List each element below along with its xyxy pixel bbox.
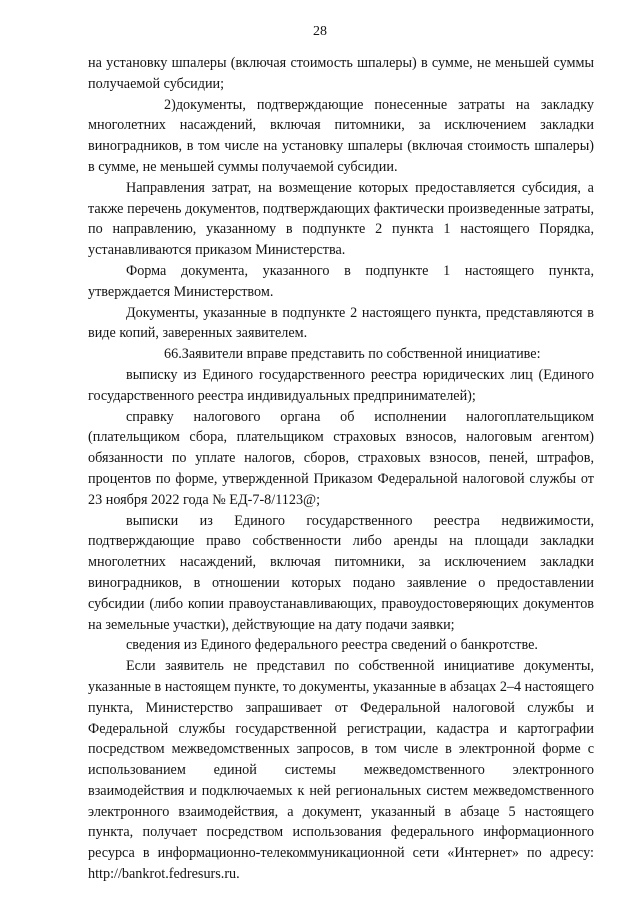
paragraph-text: выписки из Единого государственного реестра недвижимости, подтверждающие право собственности либо аренды на площади закладки многолетних насаждений, включая питомники, за исключением закладки виноградников, в отношении которых подано заявление о предоставлении субсидии (либо копии правоустанавливающих, правоудостоверяющих документов на земельные участки), действующие на дату подачи заявки; bbox=[88, 512, 594, 633]
paragraph-text: выписку из Единого государственного реестра юридических лиц (Единого государственного реестра индивидуальных предпринимателей); bbox=[88, 366, 594, 404]
paragraph-bankruptcy-info bbox=[88, 635, 594, 656]
paragraph-subitem-2 bbox=[88, 95, 594, 178]
item-number: 66. bbox=[164, 346, 182, 363]
paragraph-egrul-extract bbox=[88, 365, 594, 407]
paragraph-text: сведения из Единого федерального реестра сведений о банкротстве. bbox=[126, 637, 538, 654]
paragraph-text: Документы, указанные в подпункте 2 настоящего пункта, представляются в виде копий, заверенных заявителем. bbox=[88, 304, 594, 342]
paragraph-text: Заявители вправе представить по собственной инициативе: bbox=[181, 346, 541, 363]
paragraph-item-66 bbox=[88, 344, 594, 365]
paragraph-text: Если заявитель не представил по собственной инициативе документы, указанные в настоящем пункте, то документы, указанные в абзацах 2–4 настоящего пункта, Министерство запрашивает от Федеральной налоговой службы и Федеральной службы государственной регистрации, кадастра и картографии посредством межведомственных запросов, в том числе в электронной форме с использованием единой системы межведомственного электронного взаимодействия и подключаемых к ней региональных систем межведомственного электронного взаимодействия, а документ, указанный в абзаце 5 настоящего пункта, получает посредством использования федерального информационного ресурса в информационно-телекоммуникационной сети «Интернет» по адресу: http://bankrot.fedresurs.ru. bbox=[88, 658, 594, 883]
paragraph-text: Форма документа, указанного в подпункте 1 настоящего пункта, утверждается Министерством. bbox=[88, 262, 594, 300]
paragraph-interagency-requests bbox=[88, 656, 594, 885]
paragraph-tax-certificate bbox=[88, 407, 594, 511]
paragraph-egrn-extract bbox=[88, 511, 594, 636]
subitem-number: 2) bbox=[164, 96, 176, 113]
paragraph-text: справку налогового органа об исполнении налогоплательщиком (плательщиком сбора, плательщиком страховых взносов, налоговым агентом) обязанности по уплате налогов, сборов, страховых взносов, пеней, штрафов, процентов по форме, утвержденной Приказом Федеральной налоговой службы от 23 ноября 2022 года № ЕД-7-8/1123@; bbox=[88, 408, 594, 508]
document-body bbox=[88, 53, 594, 885]
paragraph-continuation bbox=[88, 53, 594, 95]
paragraph-document-copies bbox=[88, 303, 594, 345]
paragraph-expense-directions bbox=[88, 178, 594, 261]
page-number: 28 bbox=[313, 24, 327, 39]
paragraph-text: документы, подтверждающие понесенные затраты на закладку многолетних насаждений, включая питомники, за исключением закладки виноградников, в том числе на установку шпалеры (включая стоимость шпалеры) в сумме, не меньшей суммы получаемой субсидии. bbox=[88, 96, 594, 175]
paragraph-text: на установку шпалеры (включая стоимость шпалеры) в сумме, не меньшей суммы получаемой субсидии; bbox=[88, 55, 594, 92]
paragraph-text: Направления затрат, на возмещение которых предоставляется субсидия, а также перечень документов, подтверждающих фактически произведенные затраты, по направлению, указанному в подпункте 2 пункта 1 настоящего Порядка, устанавливаются приказом Министерства. bbox=[88, 179, 594, 259]
paragraph-document-form bbox=[88, 261, 594, 303]
